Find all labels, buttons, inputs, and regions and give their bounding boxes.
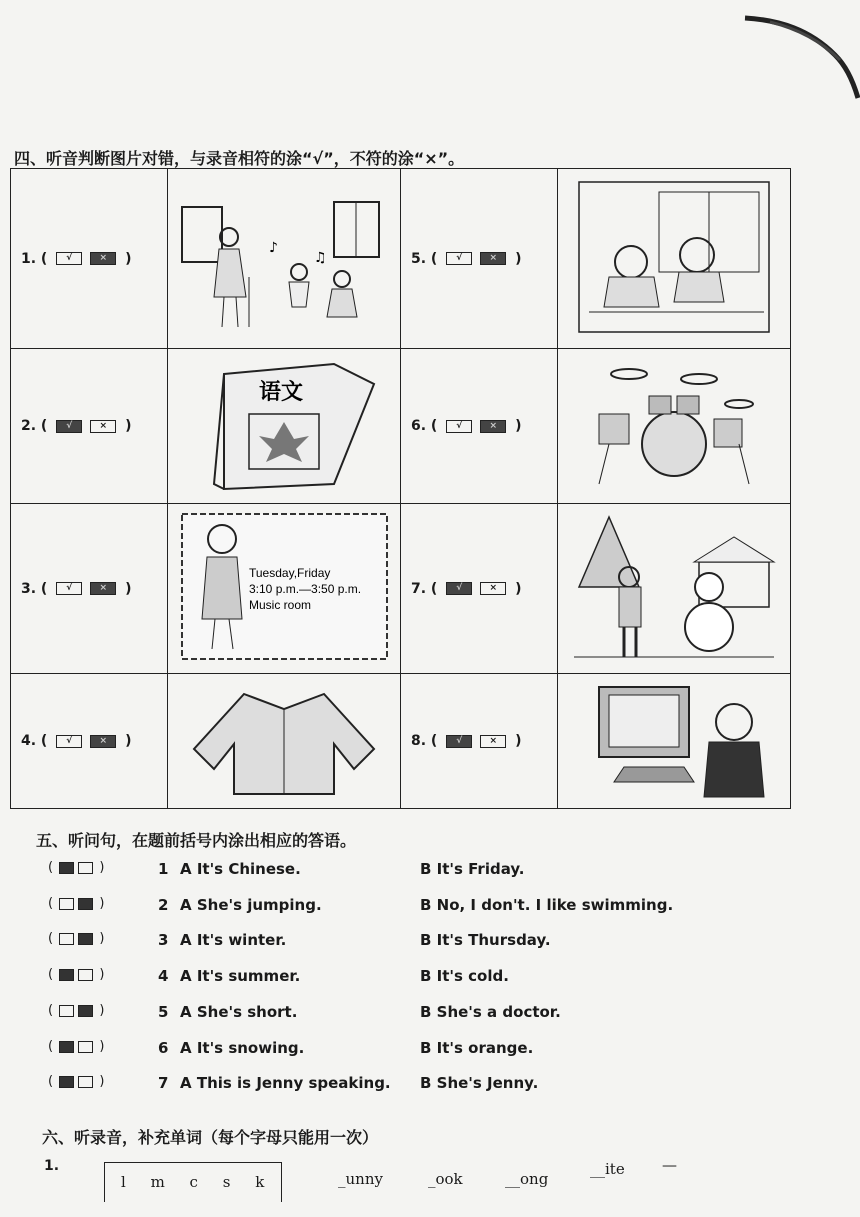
answer-box-true[interactable]: √ bbox=[56, 252, 82, 265]
answer-box-false[interactable]: × bbox=[90, 252, 116, 265]
answer-choice-pair[interactable]: ( ) bbox=[48, 967, 105, 982]
answer-box-false[interactable]: × bbox=[90, 582, 116, 595]
answer-box-false[interactable]: × bbox=[480, 252, 506, 265]
answer-box-true[interactable]: √ bbox=[56, 420, 82, 433]
picture-snowman-winter bbox=[558, 504, 791, 674]
book-title: 语文 bbox=[259, 379, 304, 405]
question-6: 6. ( √ × ) bbox=[401, 349, 558, 504]
question-2: 2. ( √ × ) bbox=[11, 349, 168, 504]
question-3: 3. ( √ × ) bbox=[11, 504, 168, 674]
answer-box-true[interactable]: √ bbox=[446, 420, 472, 433]
blank-word-4[interactable]: __ite bbox=[590, 1160, 625, 1178]
picture-music-class bbox=[168, 169, 401, 349]
answer-box-true[interactable]: √ bbox=[446, 735, 472, 748]
svg-text:♫: ♫ bbox=[314, 249, 327, 266]
blank-word-5[interactable]: — bbox=[662, 1156, 677, 1174]
picture-chinese-book bbox=[168, 349, 401, 504]
card-line-1: Tuesday,Friday bbox=[248, 566, 330, 580]
picture-kids-making-things bbox=[558, 169, 791, 349]
answer-box-true[interactable]: √ bbox=[446, 582, 472, 595]
letter-bank: l m c s k bbox=[104, 1162, 282, 1202]
blank-word-2[interactable]: _ook bbox=[428, 1170, 463, 1188]
picture-drum-set bbox=[558, 349, 791, 504]
blank-word-1[interactable]: _unny bbox=[338, 1170, 383, 1188]
question-5: 5. ( √ × ) bbox=[401, 169, 558, 349]
answer-choice-pair[interactable]: ( ) bbox=[48, 931, 105, 946]
answer-box-true[interactable]: √ bbox=[446, 252, 472, 265]
answer-choice-pair[interactable]: ( ) bbox=[48, 1003, 105, 1018]
question-7: 7. ( √ × ) bbox=[401, 504, 558, 674]
card-line-2: 3:10 p.m.—3:50 p.m. bbox=[248, 582, 361, 596]
question-8: 8. ( √ × ) bbox=[401, 674, 558, 809]
answer-box-false[interactable]: × bbox=[480, 582, 506, 595]
answer-choice-pair[interactable]: ( ) bbox=[48, 896, 105, 911]
section5-title: 五、听问句，在题前括号内涂出相应的答语。 bbox=[36, 831, 357, 850]
question-4: 4. ( √ × ) bbox=[11, 674, 168, 809]
answer-choice-pair[interactable]: ( ) bbox=[48, 1074, 105, 1089]
picture-jacket bbox=[168, 674, 401, 809]
picture-music-room-card bbox=[168, 504, 401, 674]
blank-word-3[interactable]: __ong bbox=[505, 1170, 549, 1188]
question-1: 1. ( √ × ) bbox=[11, 169, 168, 349]
answer-choice-pair[interactable]: ( ) bbox=[48, 860, 105, 875]
section6-title: 六、听录音，补充单词（每个字母只能用一次） bbox=[42, 1128, 379, 1147]
answer-box-true[interactable]: √ bbox=[56, 582, 82, 595]
picture-boy-computer bbox=[558, 674, 791, 809]
section6-question-label: 1. bbox=[44, 1158, 60, 1174]
answer-box-false[interactable]: × bbox=[90, 420, 116, 433]
answer-box-true[interactable]: √ bbox=[56, 735, 82, 748]
svg-text:♪: ♪ bbox=[269, 239, 278, 256]
answer-box-false[interactable]: × bbox=[90, 735, 116, 748]
picture-judgement-grid bbox=[10, 168, 791, 809]
answer-box-false[interactable]: × bbox=[480, 420, 506, 433]
answer-box-false[interactable]: × bbox=[480, 735, 506, 748]
answer-choice-pair[interactable]: ( ) bbox=[48, 1039, 105, 1054]
card-line-3: Music room bbox=[248, 598, 311, 612]
corner-pen-mark bbox=[740, 10, 860, 100]
section4-title: 四、听音判断图片对错，与录音相符的涂“√”，不符的涂“×”。 bbox=[14, 149, 465, 168]
